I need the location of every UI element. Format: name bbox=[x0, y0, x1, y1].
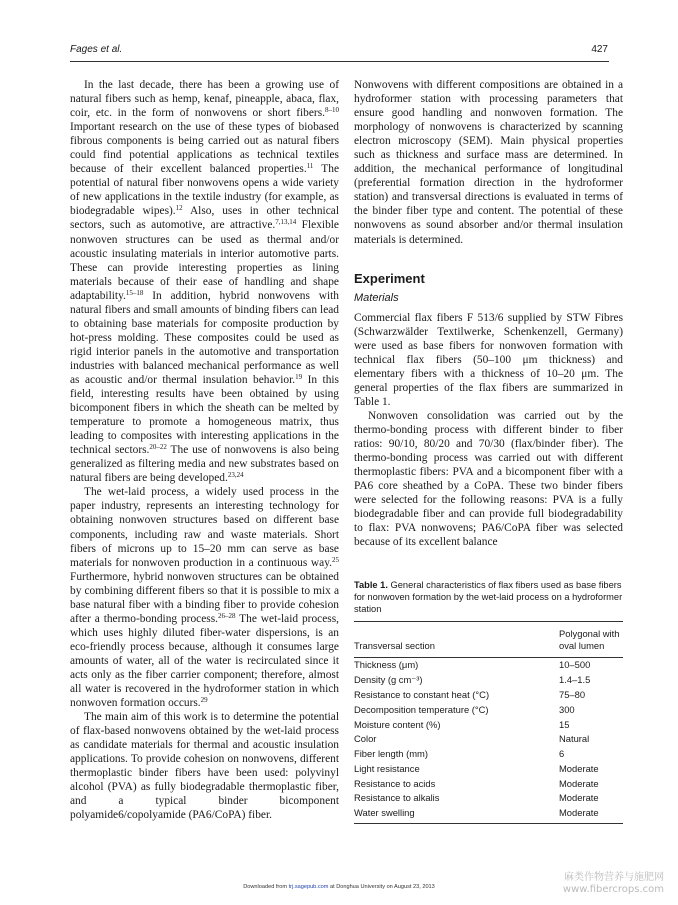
properties-table bbox=[354, 621, 623, 824]
table-header-row bbox=[354, 622, 623, 658]
table-1 bbox=[354, 579, 623, 824]
watermark: 麻类作物营养与施肥网 www.fibercrops.com bbox=[562, 872, 664, 895]
table-row: Resistance to constant heat (°C) 75–80 bbox=[354, 688, 586, 700]
table-header-right: Polygonal with oval lumen bbox=[559, 622, 623, 658]
materials-paragraph-2: Nonwoven consolidation was carried out by the thermo-bonding process with different binder to fiber ratios: 90/10, 80/20 and 70/30 (flax/binder fiber). The thermo-bonding process was carried out with different thermoplastic fibers: PVA and a bicomponent fiber with a PA6 core sheathed by a CoPA. These two binder fibers were selected for the following reasons: PVA is a fully biodegradable fiber and can provide full biodegradability to flax: PVA nonwovens; PA6/CoPA fiber was selected because of its excellent balance bbox=[354, 409, 623, 549]
right-column bbox=[354, 78, 623, 549]
table-row: Decomposition temperature (°C) 300 bbox=[354, 703, 575, 715]
intro-paragraph-2: The wet-laid process, a widely used process in the paper industry, represents an interesting technology for obtaining nonwoven structures based on different base components, including raw and waste materials. Short fibers of microns up to 15–20 mm can serve as base materials for nonwoven production in a continuous way.$^{25}$ Furthermore, hybrid nonwoven structures can be obtained by combining different fibers so that it is possible to mix a base natural fiber with a binding fiber to provide cohesion after a thermo-bonding process.$^{26-28}$ The wet-laid process, which uses highly diluted fiber-water dispersions, is an eco-friendly process because, although it consumes large amounts of water, all of the water is recirculated since it acts only as the fiber carrier component; therefore, almost all water is recovered in the hydroformer station in which nonwoven formation occurs.$^{29}$ bbox=[70, 486, 339, 710]
footer-link[interactable]: trj.sagepub.com bbox=[288, 884, 329, 890]
page-number: 427 bbox=[591, 44, 608, 55]
table-caption: Table 1. General characteristics of flax fibers used as base fibers for nonwoven formation by the wet-laid process on a hydroformer station bbox=[354, 580, 623, 614]
running-head bbox=[70, 44, 608, 58]
table-row: Light resistance Moderate bbox=[354, 762, 599, 774]
running-head-author: Fages et al. bbox=[70, 44, 123, 55]
header-rule bbox=[70, 61, 609, 62]
intro-paragraph-3: The main aim of this work is to determine the potential of flax-based nonwovens obtained by the wet-laid process as candidate materials for thermal and acoustic insulation applications. To provide cohesion on nonwovens, different thermoplastic binder fibers have been used: polyvinyl alcohol (PVA) as fully biodegradable thermoplastic fiber, and a typical binder bicomponent polyamide6/copolyamide (PA6/CoPA) fiber. bbox=[70, 711, 339, 822]
table-row: Color Natural bbox=[354, 733, 590, 745]
intro-paragraph-1: In the last decade, there has been a growing use of natural fibers such as hemp, kenaf, pineapple, abaca, flax, coir, etc. in the form of nonwovens or short fibers.$^{8-10}$ Important research on the use of these types of biobased fibrous components is being carried out as natural fibers could find potential applications as technical textiles because of their excellent balanced properties.$^{11}$ The potential of natural fiber nonwovens opens a wide variety of new applications in the textile industry (for example, as biodegradable wipes).$^{12}$ Also, uses in other technical sectors, such as automotive, are attractive.$^{7,13,14}$ Flexible nonwoven structures can be used as thermal and/or acoustic insulating materials in interior automotive parts. These can provide interesting properties as lining materials because of their ease of handling and shape adaptability.$^{15-18}$ In addition, hybrid nonwovens with natural fibers and small amounts of binding fibers can lead to obtaining base materials for composite production by hot-press molding. These composites could be used as rigid interior panels in the automotive and transportation industries with balanced mechanical performance as well as acoustic and/or thermal insulation behavior.$^{19}$ In this field, interesting results have been obtained by using bicomponent fibers in which the sheath can be melted by temperature to promote a homogeneous matrix, thus leading to composites with interesting applications in the technical sectors.$^{20-22}$ The use of nonwovens is also being generalized as filtering media and new substrates based on natural fibers are being developed.$^{23,24}$ bbox=[70, 79, 340, 485]
subsection-heading: Materials bbox=[354, 291, 399, 304]
materials-paragraph-1: Commercial flax fibers F 513/6 supplied by STW Fibres (Schwarzwälder Textilwerke, Schenkenzell, Germany) were used as base fibers for nonwoven formation with technical flax fibers (50–100 μm thickness) and elementary fibers with a thickness of 10–20 μm. The general properties of the flax fibers are summarized in Table 1. bbox=[354, 311, 623, 408]
section-heading: Experiment bbox=[354, 270, 425, 286]
table-header-left: Transversal section bbox=[354, 622, 559, 658]
table-row: Fiber length (mm) 6 bbox=[354, 748, 565, 760]
download-footer: Downloaded from trj.sagepub.com at Donghua University on August 23, 2013 bbox=[243, 884, 435, 890]
table-row: Density (g cm⁻³) 1.4–1.5 bbox=[354, 674, 591, 686]
table-row: Water swelling Moderate bbox=[354, 806, 623, 824]
table-row: Resistance to acids Moderate bbox=[354, 777, 599, 789]
table-row: Resistance to alkalis Moderate bbox=[354, 792, 599, 804]
intro-paragraph-continued: Nonwovens with different compositions are obtained in a hydroformer station with processing parameters that ensure good handling and nonwoven formation. The morphology of nonwovens is characterized by scanning electron microscopy (SEM). Main physical properties such as thickness and surface mass are determined. In addition, the mechanical performance of longitudinal (preferential formation direction in the hydroformer station) and transversal directions is evaluated in terms of the binder fiber type and content. The potential of these nonwovens as sound absorber and/or thermal insulation materials is determined. bbox=[354, 79, 623, 246]
table-row: Moisture content (%) 15 bbox=[354, 718, 570, 730]
table-row: Thickness (μm) 10–500 bbox=[354, 659, 591, 671]
left-column bbox=[70, 78, 339, 822]
